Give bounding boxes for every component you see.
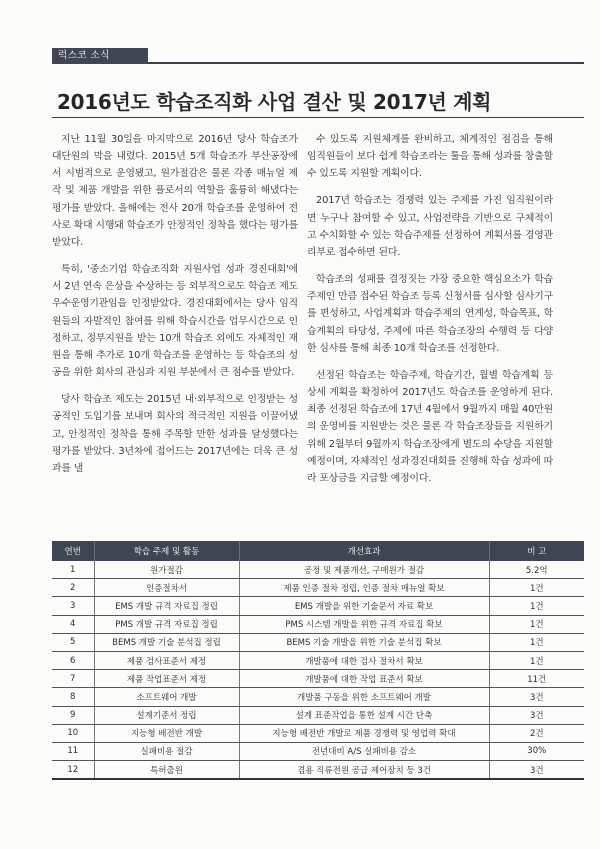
table-row [52, 633, 584, 651]
paragraph: 당사 학습조 제도는 2015년 내·외부적으로 인정받는 성공적인 도입기를 보내며 회사의 적극적인 지원을 이끌어냈고, 안정적인 정착을 통해 주목할 만한 성과를 달성했다는 평가를 받았다. 3년차에 접어드는 2017년에는 더욱 큰 성과를 낼 [52, 394, 298, 474]
right-column [307, 131, 553, 497]
table-header-row [52, 541, 584, 561]
table-row [52, 706, 584, 724]
header-topic: 학습 주제 및 활동 [94, 541, 239, 561]
table-row [52, 761, 584, 780]
paragraph: 특히, '중소기업 학습조직화 지원사업 성과 경진대회'에서 2년 연속 은상을 수상하는 등 외부적으로도 학습조 제도 우수운영기관임을 인정받았다. 경진대회에서는 당사 임직원들의 자발적인 참여를 위해 학습시간을 업무시간으로 인정하고, 정부지원을 받는 10개 학습조 외에도 자체적인 재원을 통해 추가로 10개 학습조를 운영하는 등 학습조의 성공을 위한 회사의 관심과 지원 부분에서 큰 점수를 받았다. [52, 264, 298, 379]
left-column [52, 131, 298, 487]
cell-note: 3건 [489, 761, 584, 780]
cell-effect: PMS 시스템 개발을 위한 규격 자료집 확보 [239, 615, 489, 633]
cell-effect: 지능형 배전반 개발로 제품 경쟁력 및 영업력 확대 [239, 724, 489, 742]
cell-no: 7 [52, 670, 94, 688]
cell-topic: 특허출원 [94, 761, 239, 780]
cell-no: 11 [52, 742, 94, 760]
header-note: 비 고 [489, 541, 584, 561]
cell-no: 1 [52, 561, 94, 579]
cell-no: 10 [52, 724, 94, 742]
cell-effect: 전년대비 A/S 실패비용 감소 [239, 742, 489, 760]
cell-note: 11건 [489, 670, 584, 688]
cell-note: 1건 [489, 651, 584, 669]
table-row [52, 670, 584, 688]
cell-effect: BEMS 기술 개발을 위한 기술 분석집 확보 [239, 633, 489, 651]
cell-note: 30% [489, 742, 584, 760]
cell-no: 12 [52, 761, 94, 780]
header-effect: 개선효과 [239, 541, 489, 561]
cell-note: 1건 [489, 633, 584, 651]
cell-topic: BEMS 개발 기술 분석집 정립 [94, 633, 239, 651]
paragraph: 선정된 학습조는 학습주제, 학습기간, 월별 학습계획 등 상세 계획을 확정하여 2017년도 학습조를 운영하게 된다. 최종 선정된 학습조에 17년 4월에서 9월까지 매월 40만원의 운영비를 지원받는 것은 물론 각 학습조장들을 지원하기 위해 2월부터 9월까지 학습조장에게 별도의 수당을 지원할 예정이며, 자체적인 성과경진대회를 진행해 학습 성과에 따라 포상금을 지급할 예정이다. [307, 369, 553, 484]
cell-note: 1건 [489, 615, 584, 633]
table-row [52, 651, 584, 669]
results-table [52, 541, 584, 780]
table-row [52, 597, 584, 615]
table-row [52, 561, 584, 579]
cell-topic: EMS 개발 규격 자료집 정립 [94, 597, 239, 615]
cell-topic: 원가절감 [94, 561, 239, 579]
cell-topic: 설계기준서 정립 [94, 706, 239, 724]
cell-no: 5 [52, 633, 94, 651]
table-row [52, 688, 584, 706]
cell-topic: 소프트웨어 개발 [94, 688, 239, 706]
paragraph: 지난 11월 30일을 마지막으로 2016년 당사 학습조가 대단원의 막을 내렸다. 2015년 5개 학습조가 부산공장에서 시범적으로 운영됐고, 원가절감은 물론 각종 매뉴얼 제작 및 제품 개발을 위한 플로서의 역할을 훌륭히 해냈다는 평가를 받았다. 올해에는 전사 20개 학습조를 운영하여 전사로 확대 시행돼 학습조가 안정적인 정착을 했다는 평가를 받았다. [52, 134, 298, 248]
cell-effect: 설계 표준작업을 통한 설계 시간 단축 [239, 706, 489, 724]
table-row [52, 742, 584, 760]
cell-note: 1건 [489, 579, 584, 597]
table-row [52, 615, 584, 633]
cell-topic: 제품 검사표준서 제정 [94, 651, 239, 669]
cell-note: 5.2억 [489, 561, 584, 579]
section-tag: 럭스코 소식 [52, 48, 148, 64]
cell-topic: 제품 작업표준서 제정 [94, 670, 239, 688]
cell-effect: 개발품 구동을 위한 소프트웨어 개발 [239, 688, 489, 706]
cell-effect: 개발품에 대한 검사 절차서 확보 [239, 651, 489, 669]
cell-effect: EMS 개발을 위한 기술문서 자료 확보 [239, 597, 489, 615]
cell-effect: 개발품에 대한 작업 표준서 확보 [239, 670, 489, 688]
cell-topic: 지능형 배전반 개발 [94, 724, 239, 742]
paragraph: 학습조의 성패를 결정짓는 가장 중요한 핵심요소가 학습주제인 만큼 접수된 학습조 등록 신청서를 심사할 심사기구를 편성하고, 사업계획과 학습주제의 연계성, 학습목표, 학습계획의 타당성, 주제에 따른 학습조장의 수행력 등 다양한 심사를 통해 최종 10개 학습조를 선정한다. [307, 274, 553, 354]
title-divider [52, 117, 584, 118]
paragraph: 수 있도록 지원체계를 완비하고, 체계적인 점검을 통해 임직원들이 보다 쉽게 학습조라는 툴을 통해 성과를 창출할 수 있도록 지원할 계획이다. [307, 134, 553, 180]
paragraph: 2017년 학습조는 경쟁력 있는 주제를 가진 임직원이라면 누구나 참여할 수 있고, 사업전략을 기반으로 구체적이고 수치화할 수 있는 학습주제를 선정하여 계획서를 경영관리부로 접수하면 된다. [307, 195, 553, 258]
header-no: 연번 [52, 541, 94, 561]
cell-note: 3건 [489, 688, 584, 706]
cell-note: 1건 [489, 597, 584, 615]
cell-note: 3건 [489, 706, 584, 724]
article-title: 2016년도 학습조직화 사업 결산 및 2017년 계획 [57, 90, 492, 114]
cell-no: 9 [52, 706, 94, 724]
cell-no: 6 [52, 651, 94, 669]
cell-no: 8 [52, 688, 94, 706]
cell-effect: 겸용 직류전원 공급 제어장치 등 3건 [239, 761, 489, 780]
table-row [52, 579, 584, 597]
cell-topic: PMS 개발 규격 자료집 정립 [94, 615, 239, 633]
cell-no: 3 [52, 597, 94, 615]
cell-no: 2 [52, 579, 94, 597]
cell-effect: 공정 및 제품개선, 구매원가 절감 [239, 561, 489, 579]
cell-note: 2건 [489, 724, 584, 742]
cell-topic: 인증절차서 [94, 579, 239, 597]
table-row [52, 724, 584, 742]
cell-effect: 제품 인증 절차 정립, 인증 절차 매뉴얼 확보 [239, 579, 489, 597]
cell-no: 4 [52, 615, 94, 633]
cell-topic: 실패비용 절감 [94, 742, 239, 760]
